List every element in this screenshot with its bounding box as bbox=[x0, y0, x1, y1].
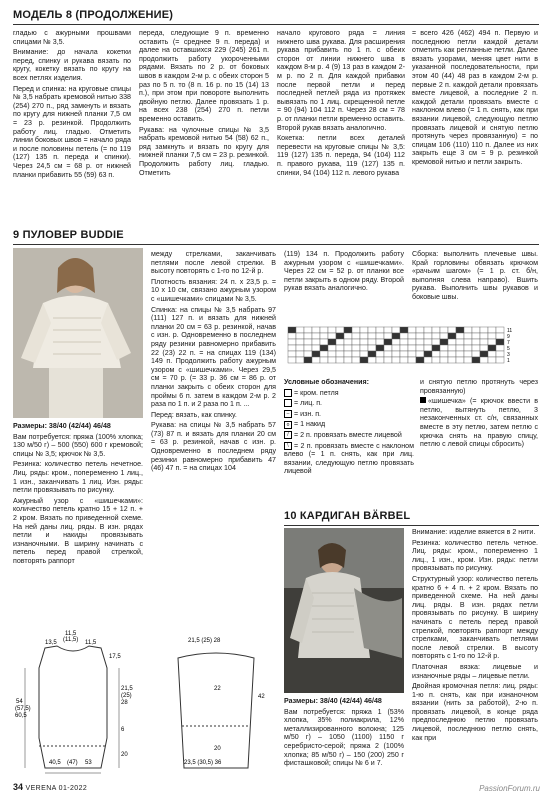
chart-cell bbox=[456, 351, 464, 357]
chart-cell bbox=[320, 357, 328, 363]
chart-cell bbox=[440, 327, 448, 333]
chart-cell bbox=[376, 351, 384, 357]
dim-left-3: 60,5 bbox=[15, 713, 27, 719]
sleeve-dim-lower: 20 bbox=[214, 746, 221, 752]
chart-cell bbox=[448, 339, 456, 345]
chart-cell bbox=[384, 333, 392, 339]
sec9-col2 bbox=[151, 250, 276, 475]
legend-symbol-icon: \ bbox=[284, 442, 292, 450]
dim-left-2: (57,5) bbox=[15, 706, 31, 712]
dim-top-2: (11,5) bbox=[63, 637, 79, 643]
chart-cell bbox=[392, 357, 400, 363]
chart-cell bbox=[368, 327, 376, 333]
chart-cell bbox=[448, 345, 456, 351]
dim-top-4: 11,5 bbox=[85, 640, 97, 646]
dim-bottom-3: 53 bbox=[85, 760, 92, 766]
chart-cell bbox=[328, 351, 336, 357]
chart-cell bbox=[392, 351, 400, 357]
chart-cell bbox=[424, 357, 432, 363]
cardigan-photo bbox=[284, 528, 404, 693]
sec9-ribbing: Резинка: количество петель нечетное. Лиц. ряды: кром., попеременно 1 лиц., 1 изн., заканчивать 1 лиц. Изн. ряды: петли провязывать по рисунку. bbox=[13, 460, 143, 495]
chart-cell bbox=[432, 333, 440, 339]
chart-cell bbox=[496, 327, 504, 333]
sec9-assembly: Сборка: выполнить плечевые швы. Край горловины обвязать крючком «рачьим шагом» (= 1 р. ст. б/н, выполняя слева направо). Вшить рукава. Выполнить швы рукавов и боковые швы. bbox=[412, 250, 538, 301]
chart-cell bbox=[416, 351, 424, 357]
sleeve-dim-mid: 22 bbox=[214, 686, 221, 692]
chart-cell bbox=[376, 357, 384, 363]
chart-cell bbox=[336, 333, 344, 339]
chart-cell bbox=[344, 357, 352, 363]
sleeve-dim-bottom: 23,5 (30,5) 36 bbox=[184, 760, 222, 766]
chart-cell bbox=[296, 339, 304, 345]
chart-cell bbox=[496, 339, 504, 345]
chart-cell bbox=[352, 339, 360, 345]
chart-cell bbox=[400, 333, 408, 339]
chart-cell bbox=[400, 339, 408, 345]
chart-cell bbox=[400, 345, 408, 351]
chart-cell bbox=[336, 357, 344, 363]
chart-cell bbox=[464, 351, 472, 357]
chart-cell bbox=[432, 339, 440, 345]
legend-item: – = изн. п. bbox=[284, 410, 414, 419]
chart-cell bbox=[312, 339, 320, 345]
dim-top-5: 17,5 bbox=[109, 654, 121, 660]
legend-item: = кром. петля bbox=[284, 389, 414, 398]
chart-cell bbox=[360, 333, 368, 339]
sec9-col1 bbox=[13, 422, 143, 568]
chart-cell bbox=[488, 351, 496, 357]
legend-continuation bbox=[420, 378, 538, 451]
chart-cell bbox=[336, 345, 344, 351]
chart-cell bbox=[336, 327, 344, 333]
chart-cell bbox=[464, 333, 472, 339]
sec8-col3-text: начало кругового ряда = линия нижнего шва рукава. Для расширения рукава прибавить по 1 п. с обеих сторон от линии нижнего шва в каждом 8-м р. 4 (9) 13 раз в каждом 2-м р. по 2 п. Для каждой прибавки после первой петли и перед последней петлей ряда из протяжек вывязать по 1 лиц. скрещенной петле = 90 (94) 104 112 п. Через 28 см = 78 р. от планки петли временно оставить. Второй рукав вязать аналогично. bbox=[277, 29, 405, 132]
chart-cell bbox=[408, 333, 416, 339]
chart-cell bbox=[496, 345, 504, 351]
chart-cell bbox=[424, 327, 432, 333]
legend-item: = лиц. п. bbox=[284, 399, 414, 408]
sec8-col4 bbox=[412, 29, 538, 169]
legend-symbol-icon: / bbox=[284, 431, 292, 439]
chart-cell bbox=[360, 351, 368, 357]
sec10-attention: Внимание: изделие вяжется в 2 нити. bbox=[412, 528, 536, 536]
pullover-photo bbox=[13, 248, 143, 418]
chart-row-label: 7 bbox=[507, 340, 510, 346]
chart-cell bbox=[376, 333, 384, 339]
sec8-yoke: Кокетка: петли всех деталей перевести на круговые спицы № 3,5: 119 (127) 135 п. переда, 94 (104) 112 п. правого рукава, 119 (127) 135 п. спинки, 94 (104) 112 п. левого рукава bbox=[277, 134, 405, 177]
chart-cell bbox=[368, 345, 376, 351]
chart-cell bbox=[304, 327, 312, 333]
chart-cell bbox=[440, 339, 448, 345]
sec10-ribbing: Резинка: количество петель четное. Лиц. ряды: кром., попеременно 1 лиц., 1 изн., кром. Изн. ряды: петли провязывать по рисунку. bbox=[412, 538, 538, 573]
legend-item: o = 1 накид bbox=[284, 420, 414, 429]
dim-right-4: 6 bbox=[121, 727, 125, 733]
chart-cell bbox=[344, 339, 352, 345]
chart-cell bbox=[328, 345, 336, 351]
sec9-back: Спинка: на спицы № 3,5 набрать 97 (111) 127 п. и вязать для нижней планки 20 см = 63 р. резинкой, начав с изн. р. Одновременно в последнем ряду резинки равномерно прибавить 22 (23) 22 п. = на спицах 119 (134) 149 п. Продолжить работу ажурным узором с «шишечками». Через 29,5 см = 70 р. (= 33 р. 36 см = 86 р. от планки закрыть с обеих сторон для проймы 6 п. затем в каждом 2-м р. 2 раза по 1 п. и 2 раза по 1 п. ... bbox=[151, 305, 276, 409]
watermark: PassionForum.ru bbox=[479, 784, 540, 793]
dim-bottom: 40,5 bbox=[49, 760, 61, 766]
chart-cell bbox=[472, 351, 480, 357]
sec10-col2 bbox=[412, 528, 538, 744]
magazine-issue: VERENA 01-2022 bbox=[25, 785, 88, 792]
chart-cell bbox=[416, 339, 424, 345]
chart-cell bbox=[424, 345, 432, 351]
chart-cell bbox=[416, 357, 424, 363]
chart-cell bbox=[472, 339, 480, 345]
chart-cell bbox=[424, 339, 432, 345]
chart-cell bbox=[344, 327, 352, 333]
chart-cell bbox=[312, 333, 320, 339]
chart-cell bbox=[496, 333, 504, 339]
chart-cell bbox=[432, 357, 440, 363]
section-8-rule bbox=[13, 24, 539, 25]
sec8-col1-text: гладью с ажурными прошвами спицами № 3,5. bbox=[13, 29, 131, 46]
sec8-col1 bbox=[13, 29, 131, 181]
chart-cell bbox=[320, 333, 328, 339]
sec9-front: Перед: вязать, как спинку. bbox=[151, 410, 237, 419]
legend-symbol-icon bbox=[284, 389, 292, 397]
section-10-title: 10 КАРДИГАН BÄRBEL bbox=[284, 510, 411, 522]
chart-cell bbox=[304, 345, 312, 351]
sec8-col2-text: переда, следующие 9 п. временно оставить (= среднее 9 п. переда) и далее на оставшихся 229 (245) 261 п. продолжить работу укороченными рядами. Вязать по 2 р. от боковых швов в каждом 2-м р. с обеих сторон 5 раз по 5 п. то (8 п. 16 р. по 15 (14) 13 п.), при этом при повороте выполнить двойную петлю. Далее провязать 1 р. на всех 238 (254) 270 п. петли временно оставить. bbox=[139, 29, 269, 123]
chart-cell bbox=[408, 327, 416, 333]
chart-cell bbox=[288, 357, 296, 363]
chart-cell bbox=[384, 351, 392, 357]
sec10-garter: Платочная вязка: лицевые и изнаночные ряды – лицевые петли. bbox=[412, 662, 538, 680]
chart-cell bbox=[472, 333, 480, 339]
dim-right-5: 20 bbox=[121, 752, 128, 758]
chart-cell bbox=[368, 351, 376, 357]
chart-cell bbox=[472, 327, 480, 333]
sec10-edge: Двойная кромочная петля: лиц. ряды: 1-ю п. снять, как при изнаночном вязании (нить за работой), 2-ю п. провязать лицевой, в конце ряда предпоследнюю петлю провязать лицевой, последнюю петлю снять, как при bbox=[412, 682, 538, 742]
chart-cell bbox=[336, 351, 344, 357]
chart-cell bbox=[448, 327, 456, 333]
chart-cell bbox=[416, 327, 424, 333]
section-9-title: 9 ПУЛОВЕР BUDDIE bbox=[13, 229, 124, 241]
sleeve-dim-top: 21,5 (25) 28 bbox=[188, 638, 221, 644]
chart-cell bbox=[352, 333, 360, 339]
dim-bottom-2: (47) bbox=[67, 760, 78, 766]
chart-cell bbox=[440, 351, 448, 357]
chart-cell bbox=[416, 333, 424, 339]
chart-cell bbox=[488, 333, 496, 339]
legend-symbol-icon: – bbox=[284, 410, 292, 418]
sec9-materials: Вам потребуется: пряжа (100% хлопка; 130 м/50 г) – 500 (550) 600 г кремовой; спицы № 3,5; крючок № 3,5. bbox=[13, 432, 143, 458]
chart-cell bbox=[496, 357, 504, 363]
dim-top-3: 13,5 bbox=[45, 640, 57, 646]
dim-right-1: 21,5 bbox=[121, 686, 133, 692]
sec9-col4 bbox=[412, 250, 538, 304]
chart-cell bbox=[456, 333, 464, 339]
chart-cell bbox=[384, 339, 392, 345]
page-footer bbox=[13, 782, 87, 792]
chart-cell bbox=[304, 351, 312, 357]
sec8-sleeves: Рукава: на чулочные спицы № 3,5 набрать кремовой нитью 54 (58) 62 п., ряд замкнуть и вязать по кругу для нижней планки 7,5 см = 23 р. резинкой. Продолжить работу лиц. гладью. Отметить bbox=[139, 125, 269, 177]
chart-cell bbox=[368, 357, 376, 363]
chart-cell bbox=[456, 345, 464, 351]
sec10-sizes: Размеры: 38/40 (42/44) 46/48 bbox=[284, 697, 382, 705]
chart-cell bbox=[360, 345, 368, 351]
legend-item: / = 2 п. провязать вместе лицевой bbox=[284, 431, 414, 440]
chart-cell bbox=[288, 327, 296, 333]
chart-cell bbox=[328, 333, 336, 339]
chart-cell bbox=[368, 339, 376, 345]
chart-cell bbox=[296, 327, 304, 333]
schematic-back bbox=[15, 628, 143, 776]
chart-cell bbox=[304, 333, 312, 339]
chart-cell bbox=[384, 345, 392, 351]
chart-cell bbox=[288, 345, 296, 351]
sec9-sizes: Размеры: 38/40 (42/44) 46/48 bbox=[13, 422, 111, 430]
bobble-icon bbox=[420, 397, 426, 403]
sec9-col3 bbox=[284, 250, 404, 295]
legend-bobble: «шишечка» (= крючок ввести в петлю, вытянуть петлю, 3 незаконченных ст. с/н, связанных вместе в эту петлю, затем петлю с крючка снять на правую спицу, петлю с левой спицы сбросить) bbox=[420, 397, 538, 449]
legend-symbol-icon: o bbox=[284, 421, 292, 429]
chart-cell bbox=[440, 333, 448, 339]
chart-cell bbox=[304, 339, 312, 345]
chart-cell bbox=[296, 357, 304, 363]
sec8-col2 bbox=[139, 29, 269, 179]
chart-row-label: 9 bbox=[507, 334, 510, 340]
chart-cell bbox=[376, 327, 384, 333]
section-9-rule bbox=[13, 244, 539, 245]
chart-cell bbox=[400, 357, 408, 363]
chart-cell bbox=[352, 327, 360, 333]
chart-cell bbox=[488, 357, 496, 363]
sec8-front-back: Перед и спинка: на круговые спицы № 3,5 набрать кремовой нитью 338 (254) 270 п., ряд замкнуть и вязать по кругу для нижней планки 7,5 см = 23 р. резинкой. Продолжить работу лиц. гладью. Отметить линии боковых швов = начало ряда и после половины петель (= по 119 (127) 135 п. переда и спинки). Через 24,5 см = 68 р. от нижней планки прибавить 55 (59) 63 п. bbox=[13, 84, 131, 179]
chart-cell bbox=[376, 339, 384, 345]
knitting-chart bbox=[284, 323, 540, 375]
dim-right-3: 28 bbox=[121, 700, 128, 706]
chart-cell bbox=[360, 339, 368, 345]
chart-cell bbox=[408, 357, 416, 363]
chart-cell bbox=[392, 345, 400, 351]
sec8-col4-text: = всего 426 (462) 494 п. Первую и последнюю петли каждой детали отметить как регланные петли. Далее вязать узорами, меняя цвет нити в указанной последовательности, при этом 40 (44) 48 раз в каждом 2-м р. первые 2 п. каждой детали провязать вместе лицевой, а последние 2 п. каждой детали провязать вместе с наклоном влево (= 1 п. снять, как при вязании лицевой, следующую петлю провязать лицевой и снятую петлю протянуть через провязанную) = по спицам 106 (110) 110 п. Далее из них закрыть еще 3 см = 9 р. резинкой кремовой нитью и петли закрыть. bbox=[412, 29, 538, 166]
chart-cell bbox=[448, 357, 456, 363]
sec10-structure: Структурный узор: количество петель кратно 6 + 4 п. + 2 кром. Вязать по приведенной схеме. На ней даны лиц. ряды. В изн. рядах петли провязывать по рисунку. В ширину начинать с петель перед правой стрелкой, повторять раппорт между стрелками, заканчивать петлями после левой стрелки. В высоту повторять с 1-го по 12-й р. bbox=[412, 574, 538, 661]
chart-cell bbox=[488, 327, 496, 333]
sec9-gauge: Плотность вязания: 24 п. х 23,5 р. = 10 х 10 см, связано ажурным узором с «шишечками» спицами № 3,5. bbox=[151, 277, 276, 303]
dim-left-1: 54 bbox=[16, 699, 23, 705]
sec9-sleeves: Рукава: на спицы № 3,5 набрать 57 (73) 87 п. и вязать для планки 20 см = 63 р. резинкой, начав с изн. р. Одновременно в последнем ряду резинки равномерно прибавить 47 (46) 47 п. = на спицах 104 bbox=[151, 421, 276, 473]
chart-cell bbox=[384, 357, 392, 363]
chart-cell bbox=[384, 327, 392, 333]
legend-item: \ = 2 п. провязать вместе с наклоном влево (= 1 п. снять, как при лиц. вязании, следующую петлю провязать лицевой bbox=[284, 441, 414, 476]
chart-cell bbox=[480, 333, 488, 339]
dim-right-2: (25) bbox=[121, 693, 132, 699]
sec8-attention: Внимание: до начала кокетки перед, спинку и рукава вязать по кругу, кокетку вязать по кругу на всех петлях изделия. bbox=[13, 48, 131, 82]
chart-cell bbox=[448, 351, 456, 357]
chart-cell bbox=[488, 339, 496, 345]
sec9-lace-pattern: Ажурный узор с «шишечками»: количество петель кратно 15 + 12 п. + 2 кром. Вязать по приведенной схеме. На ней даны лиц. ряды. В изн. рядах петли и накиды провязывать изнаночными. В ширину начинать с петель перед правой стрелкой, повторять раппорт bbox=[13, 496, 143, 565]
chart-cell bbox=[288, 339, 296, 345]
chart-cell bbox=[440, 357, 448, 363]
chart-cell bbox=[480, 327, 488, 333]
chart-cell bbox=[432, 345, 440, 351]
chart-cell bbox=[392, 327, 400, 333]
chart-cell bbox=[328, 327, 336, 333]
chart-row-label: 1 bbox=[507, 358, 510, 364]
chart-cell bbox=[312, 345, 320, 351]
chart-cell bbox=[472, 345, 480, 351]
chart-cell bbox=[320, 327, 328, 333]
chart-cell bbox=[360, 327, 368, 333]
chart-cell bbox=[304, 357, 312, 363]
chart-cell bbox=[408, 339, 416, 345]
chart-cell bbox=[352, 351, 360, 357]
chart-cell bbox=[424, 333, 432, 339]
chart-row-label: 11 bbox=[507, 328, 513, 334]
chart-cell bbox=[432, 351, 440, 357]
chart-row-label: 5 bbox=[507, 346, 510, 352]
chart-cell bbox=[288, 333, 296, 339]
chart-cell bbox=[440, 345, 448, 351]
chart-cell bbox=[296, 351, 304, 357]
chart-cell bbox=[344, 333, 352, 339]
chart-legend bbox=[284, 378, 414, 478]
chart-cell bbox=[480, 339, 488, 345]
chart-row-label: 3 bbox=[507, 352, 510, 358]
section-10-rule bbox=[284, 525, 539, 526]
dim-top-1: 11,5 bbox=[65, 631, 77, 637]
chart-cell bbox=[288, 351, 296, 357]
chart-cell bbox=[352, 345, 360, 351]
chart-cell bbox=[416, 345, 424, 351]
chart-cell bbox=[480, 351, 488, 357]
chart-cell bbox=[336, 339, 344, 345]
chart-cell bbox=[464, 339, 472, 345]
chart-cell bbox=[456, 339, 464, 345]
legend-title: Условные обозначения: bbox=[284, 378, 370, 386]
chart-cell bbox=[480, 345, 488, 351]
chart-cell bbox=[320, 351, 328, 357]
chart-cell bbox=[448, 333, 456, 339]
chart-cell bbox=[312, 327, 320, 333]
chart-cell bbox=[296, 333, 304, 339]
chart-cell bbox=[480, 357, 488, 363]
chart-cell bbox=[328, 357, 336, 363]
sec9-col2-text: между стрелками, заканчивать петлями после левой стрелки. В высоту повторять с 1-го по 12-й р. bbox=[151, 250, 276, 276]
chart-cell bbox=[360, 357, 368, 363]
page-number: 34 bbox=[13, 782, 24, 792]
chart-cell bbox=[408, 351, 416, 357]
sleeve-dim-right: 42 bbox=[258, 694, 265, 700]
chart-cell bbox=[464, 327, 472, 333]
chart-cell bbox=[400, 351, 408, 357]
chart-cell bbox=[312, 351, 320, 357]
chart-cell bbox=[328, 339, 336, 345]
sec9-col3-text: (119) 134 п. Продолжить работу ажурным узором с «шишечками». Через 22 см = 52 р. от планки все петли закрыть в одном ряду. Второй рукав вязать аналогично. bbox=[284, 250, 404, 293]
chart-cell bbox=[368, 333, 376, 339]
chart-cell bbox=[376, 345, 384, 351]
chart-cell bbox=[352, 357, 360, 363]
chart-cell bbox=[392, 333, 400, 339]
legend-symbol-icon bbox=[284, 399, 292, 407]
sec8-col3 bbox=[277, 29, 405, 179]
chart-cell bbox=[344, 345, 352, 351]
chart-cell bbox=[312, 357, 320, 363]
chart-cell bbox=[472, 357, 480, 363]
chart-cell bbox=[320, 339, 328, 345]
chart-cell bbox=[400, 327, 408, 333]
chart-cell bbox=[408, 345, 416, 351]
chart-cell bbox=[488, 345, 496, 351]
chart-cell bbox=[296, 345, 304, 351]
chart-cell bbox=[456, 357, 464, 363]
chart-cell bbox=[392, 339, 400, 345]
legend-cont-text: и снятую петлю протянуть через провязанную) bbox=[420, 378, 538, 395]
legend-list bbox=[284, 389, 414, 476]
sec10-col1 bbox=[284, 697, 404, 770]
chart-cell bbox=[432, 327, 440, 333]
chart-cell bbox=[464, 345, 472, 351]
chart-cell bbox=[344, 351, 352, 357]
chart-cell bbox=[464, 357, 472, 363]
chart-cell bbox=[496, 351, 504, 357]
chart-cell bbox=[456, 327, 464, 333]
section-8-title: МОДЕЛЬ 8 (ПРОДОЛЖЕНИЕ) bbox=[13, 9, 174, 21]
chart-cell bbox=[424, 351, 432, 357]
chart-cell bbox=[320, 345, 328, 351]
schematic-sleeve bbox=[158, 628, 276, 776]
sec10-materials: Вам потребуется: пряжа 1 (53% хлопка, 35% полиакрила, 12% металлизированного волокна; 125 м/50 г) – 1050 (1100) 1150 г серебристо-серой; пряжа 2 (100% хлопка; 85 м/50 г) – 150 (200) 250 г фисташковой; спицы № 6 и 7. bbox=[284, 707, 404, 768]
